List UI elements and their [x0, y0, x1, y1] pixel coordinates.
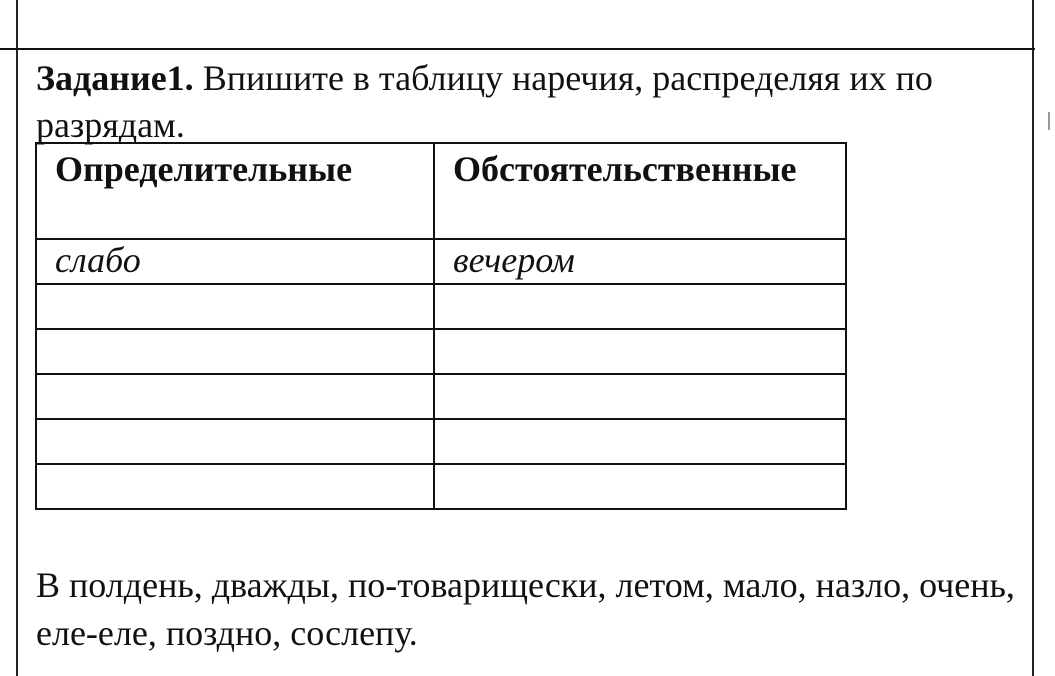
- page-border-right: [1032, 0, 1034, 676]
- table-cell[interactable]: [36, 374, 434, 419]
- table-row: [36, 374, 846, 419]
- task-instruction: Впишите в таблицу наречия, распределяя их по разрядам.: [36, 58, 933, 145]
- table-cell[interactable]: [434, 419, 846, 464]
- table-cell[interactable]: [36, 329, 434, 374]
- header-definitive: Определительные: [36, 143, 434, 239]
- table-cell[interactable]: [434, 464, 846, 509]
- table-row: [36, 329, 846, 374]
- task-label: Задание1.: [36, 58, 194, 98]
- table-cell[interactable]: [36, 284, 434, 329]
- table-cell[interactable]: [434, 329, 846, 374]
- table-row: [36, 284, 846, 329]
- table-cell[interactable]: [36, 464, 434, 509]
- table-cell[interactable]: слабо: [36, 239, 434, 284]
- table-row: [36, 239, 846, 284]
- margin-mark: [1048, 112, 1050, 130]
- section-divider: [0, 48, 1035, 50]
- table-cell[interactable]: [434, 374, 846, 419]
- table-cell[interactable]: [36, 419, 434, 464]
- page-border-left: [16, 0, 18, 676]
- header-circumstantial: Обстоятельственные: [434, 143, 846, 239]
- table-cell[interactable]: [434, 284, 846, 329]
- adverb-table: [35, 142, 847, 510]
- table-row: [36, 419, 846, 464]
- table-row: [36, 464, 846, 509]
- adverb-word-list: В полдень, дважды, по-товарищески, летом, мало, назло, очень, еле-еле, поздно, сослепу.: [36, 565, 1015, 653]
- task-statement: [36, 55, 1026, 149]
- table-header-row: [36, 143, 846, 239]
- table-cell[interactable]: вечером: [434, 239, 846, 284]
